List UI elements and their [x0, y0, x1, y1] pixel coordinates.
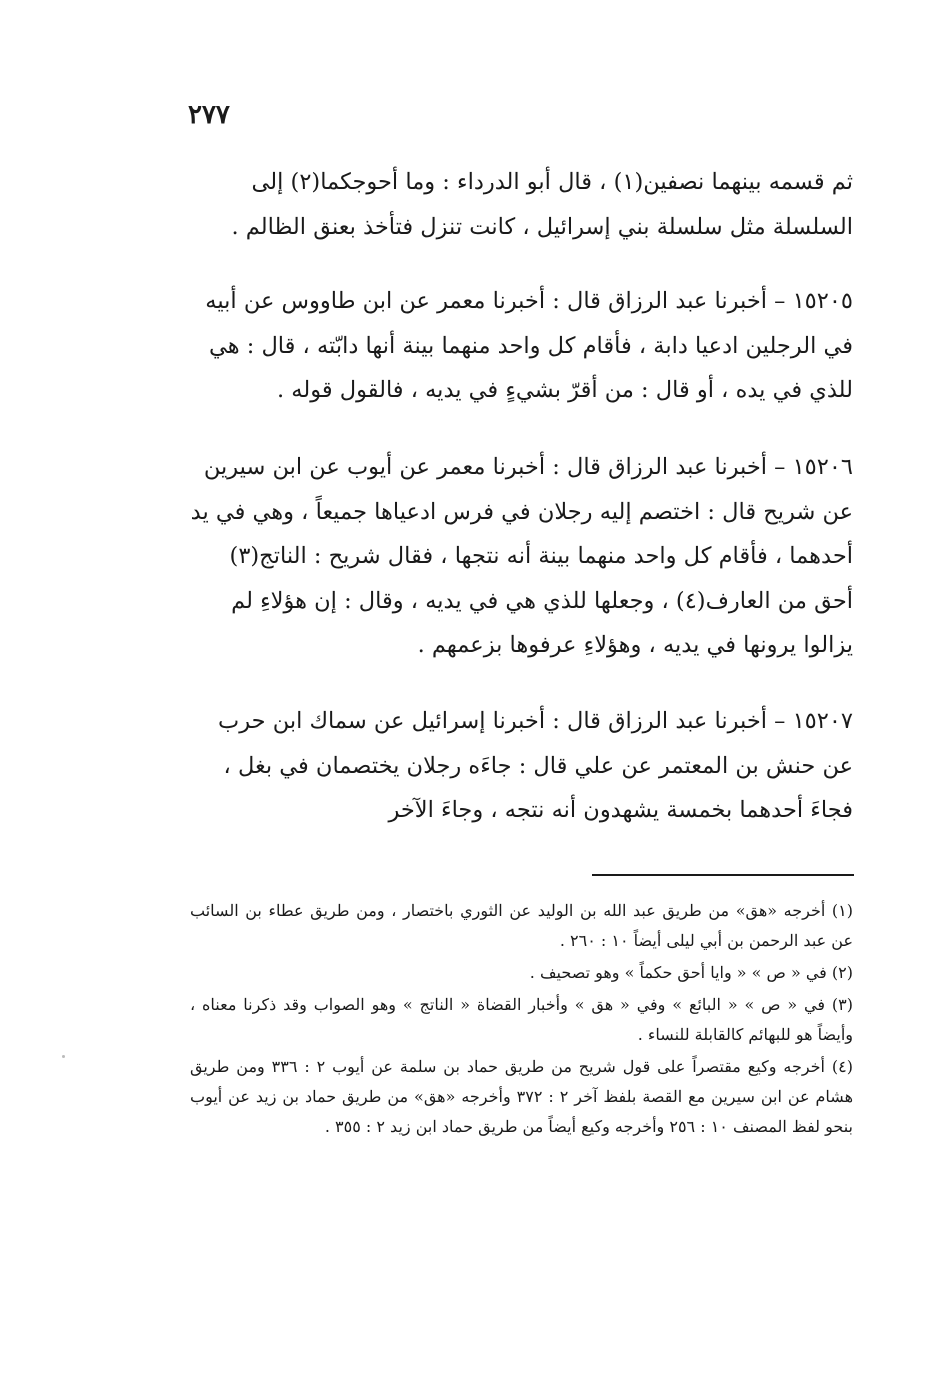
footnote-4: (٤) أخرجه وكيع مقتصراً على قول شريح من طريق حماد بن سلمة عن أيوب ٢ : ٣٣٦ ومن طريق هشام عن ابن سيرين مع القصة بلفظ آخر ٢ : ٣٧٢ وأخرجه «هق» من طريق حماد بن زيد عن أيوب بنحو لفظ المصنف ١٠ : ٢٥٦ وأخرجه وكيع أيضاً من طريق حماد ابن زيد ٢ : ٣٥٥ .	[190, 1057, 853, 1136]
hadith-15205	[190, 279, 853, 413]
footnotes	[190, 896, 853, 1144]
footnote-3: (٣) في « ص » « البائع » وفي « هق » وأخبار القضاة « الناتج » وهو الصواب وقد ذكرنا معناه ، وأيضاً هو للبهائم كالقابلة للنساء .	[190, 995, 853, 1044]
footnote-separator	[592, 874, 854, 876]
paragraph-text: ١٥٢٠٧ – أخبرنا عبد الرزاق قال : أخبرنا إسرائيل عن سماك ابن حرب عن حنش بن المعتمر عن علي قال : جاءَه رجلان يختصمان في بغل ، فجاءَ أحدهما بخمسة يشهدون أنه نتجه ، وجاءَ الآخر	[218, 708, 853, 823]
paragraph-text: ١٥٢٠٥ – أخبرنا عبد الرزاق قال : أخبرنا معمر عن ابن طاووس عن أبيه في الرجلين ادعيا دابة ، فأقام كل واحد منهما بينة أنها دابّته ، قال : هي للذي في يده ، أو قال : من أقرّ بشيءٍ في يديه ، فالقول قوله .	[205, 288, 853, 403]
paragraph-text: ثم قسمه بينهما نصفين(١) ، قال أبو الدرداء : وما أحوجكما(٢) إلى السلسلة مثل سلسلة بني إسرائيل ، كانت تنزل فتأخذ بعنق الظالم .	[231, 169, 853, 240]
footnote-1: (١) أخرجه «هق» من طريق عبد الله بن الوليد عن الثوري باختصار ، ومن طريق عطاء بن السائب عن عبد الرحمن بن أبي ليلى أيضاً ١٠ : ٢٦٠ .	[190, 901, 853, 950]
hadith-15207	[190, 699, 853, 833]
hadith-15206	[190, 445, 853, 668]
scan-speck	[62, 1055, 65, 1058]
paragraph-continuation	[190, 160, 853, 249]
footnote-2: (٢) في « ص » « وايا أحق حكماً » وهو تصحيف .	[529, 963, 853, 982]
paragraph-text: ١٥٢٠٦ – أخبرنا عبد الرزاق قال : أخبرنا معمر عن أيوب عن ابن سيرين عن شريح قال : اختصم إليه رجلان في فرس ادعياها جميعاً ، وهي في يد أحدهما ، فأقام كل واحد منهما بينة أنه نتجها ، فقال شريح : الناتج(٣) أحق من العارف(٤) ، وجعلها للذي هي في يديه ، وقال : إن هؤلاءِ لم يزالوا يرونها في يديه ، وهؤلاءِ عرفوها بزعمهم .	[190, 454, 853, 658]
page-number: ٢٧٧	[188, 100, 230, 130]
